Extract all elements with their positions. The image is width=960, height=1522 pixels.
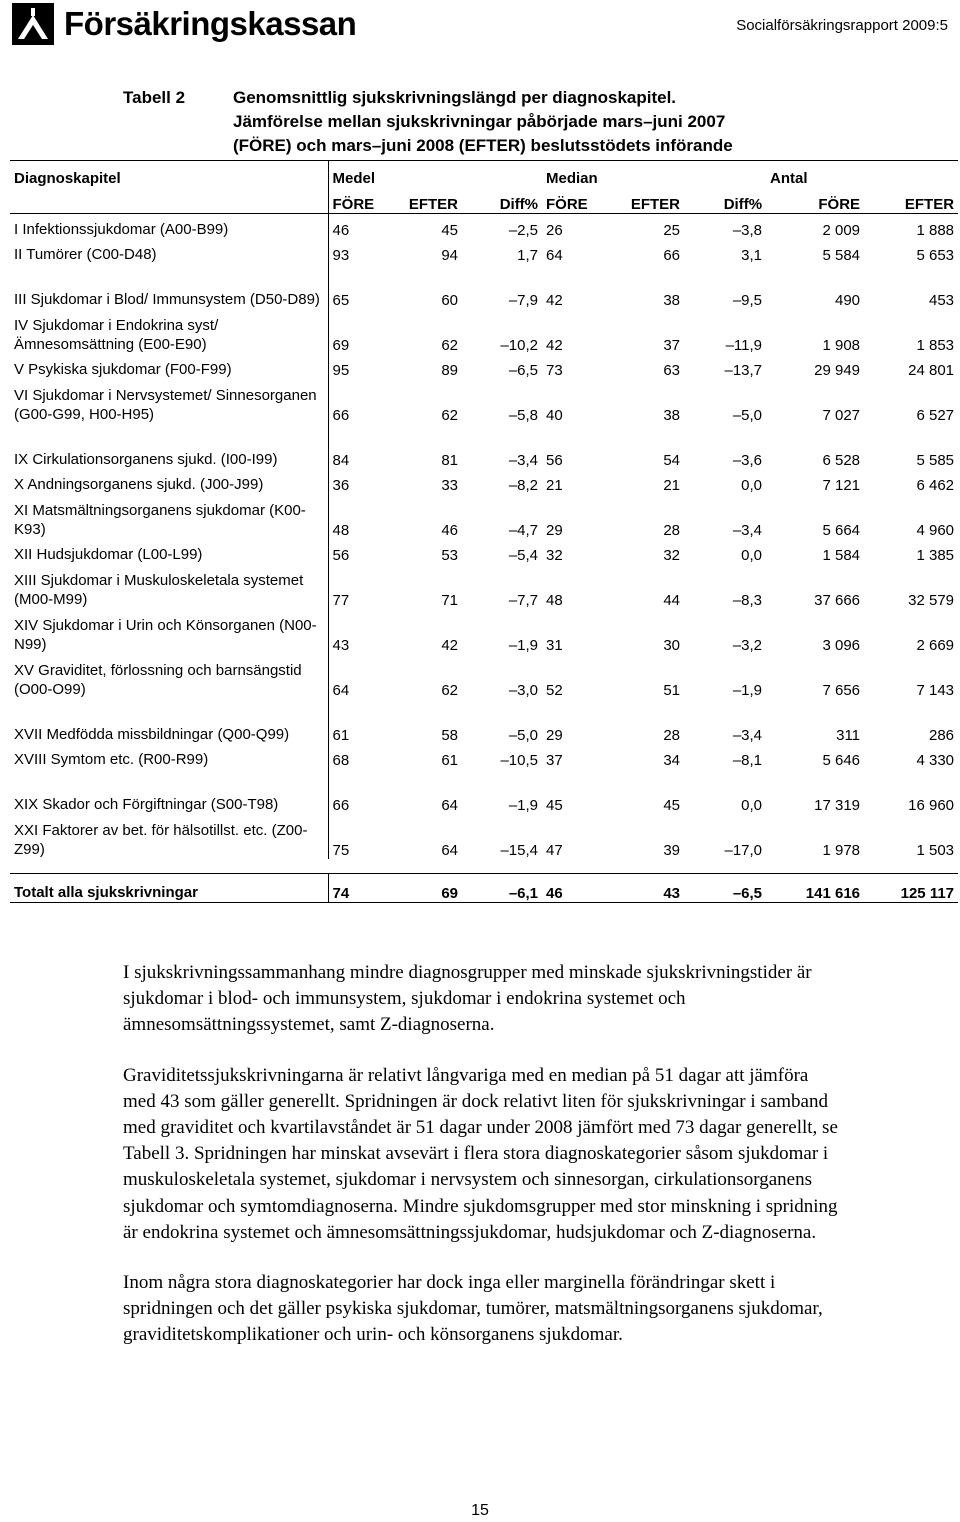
table-cell: –7,9 <box>508 292 539 309</box>
table-row <box>10 264 958 309</box>
table-cell: 25 <box>663 222 681 239</box>
logo-mark-icon <box>12 3 54 45</box>
row-label: XIX Skador och Förgiftningar (S00-T98) <box>14 796 279 813</box>
row-label: VI Sjukdomar i Nervsystemet/ Sinnesorganen (G00-G99, H00-H95) <box>14 387 317 423</box>
table-body <box>10 214 958 903</box>
table-row <box>10 769 958 814</box>
table-title-line: Genomsnittlig sjukskrivningslängd per diagnoskapitel. <box>233 88 677 107</box>
table-cell: 60 <box>441 292 458 309</box>
page-header <box>0 0 960 60</box>
table-cell: 63 <box>663 362 681 379</box>
table-cell: 34 <box>663 752 681 769</box>
table-cell: 4 330 <box>916 752 955 769</box>
logo-text: Försäkringskassan <box>64 5 357 42</box>
table-row <box>10 309 958 354</box>
table-total-row <box>10 874 958 903</box>
table-cell: 33 <box>441 477 458 494</box>
col-header-efter: EFTER <box>630 196 681 213</box>
table-cell: 37 <box>663 337 681 354</box>
col-group-medel: Medel <box>328 161 542 188</box>
table-cell: 1 503 <box>916 842 955 859</box>
table-cell: 46 <box>441 522 458 539</box>
table-cell: 490 <box>835 292 861 309</box>
table-cell: 36 <box>328 469 394 494</box>
table-cell: 26 <box>546 222 563 239</box>
table-cell: 48 <box>328 494 394 539</box>
table-cell: 0,0 <box>741 477 763 494</box>
table-cell: –13,7 <box>724 362 763 379</box>
table-row <box>10 494 958 539</box>
page-number: 15 <box>471 1502 489 1519</box>
table-cell: –10,2 <box>500 337 539 354</box>
data-table <box>10 160 958 903</box>
table-cell: 56 <box>546 452 563 469</box>
table-cell: 17 319 <box>814 797 861 814</box>
table-cell: 64 <box>441 842 458 859</box>
table-cell: 32 <box>546 547 563 564</box>
spacer-cell <box>10 859 958 874</box>
row-label: IV Sjukdomar i Endokrina syst/ Ämnesomsättning (E00-E90) <box>14 317 219 353</box>
row-label: I Infektionssjukdomar (A00-B99) <box>14 221 229 238</box>
table-row <box>10 424 958 469</box>
row-label: XII Hudsjukdomar (L00-L99) <box>14 546 203 563</box>
total-cell: –6,5 <box>684 874 766 903</box>
table-cell: 75 <box>328 814 394 859</box>
table-cell: 7 143 <box>916 682 955 699</box>
table-cell: 5 646 <box>822 752 861 769</box>
table-spacer-row <box>10 859 958 874</box>
table-cell: 31 <box>546 637 563 654</box>
row-label: XIII Sjukdomar i Muskuloskeletala systemet (M00-M99) <box>14 572 304 608</box>
table-cell: 6 462 <box>916 477 955 494</box>
row-label: X Andningsorganens sjukd. (J00-J99) <box>14 476 264 493</box>
table-cell: –17,0 <box>724 842 763 859</box>
table-cell: –4,7 <box>508 522 539 539</box>
logo <box>12 2 356 46</box>
table-cell: –8,2 <box>508 477 539 494</box>
body-text <box>123 960 843 1373</box>
table-cell: 62 <box>441 407 458 424</box>
header-row-sub <box>10 187 958 214</box>
table-cell: –9,5 <box>732 292 763 309</box>
col-header-efter: EFTER <box>408 196 458 213</box>
table-cell: 4 960 <box>916 522 955 539</box>
table-cell: –5,0 <box>732 407 763 424</box>
table-cell: 1 853 <box>916 337 955 354</box>
table-cell: –5,8 <box>508 407 539 424</box>
table-cell: 21 <box>663 477 681 494</box>
table-cell: 42 <box>441 637 458 654</box>
table-cell: 73 <box>546 362 563 379</box>
total-cell: 74 <box>328 874 394 903</box>
row-label: XV Graviditet, förlossning och barnsängstid (O00-O99) <box>14 662 302 698</box>
table-row <box>10 214 958 240</box>
table-cell: 64 <box>441 797 458 814</box>
table-cell: 40 <box>546 407 563 424</box>
col-header-fore: FÖRE <box>328 187 394 214</box>
table-cell: 1 908 <box>822 337 861 354</box>
table-cell: 28 <box>663 727 681 744</box>
table-cell: 62 <box>441 682 458 699</box>
table-cell: 77 <box>328 564 394 609</box>
table-cell: 16 960 <box>908 797 955 814</box>
table-cell: 29 <box>546 522 563 539</box>
table-row <box>10 379 958 424</box>
table-cell: 7 027 <box>822 407 861 424</box>
header-row-groups <box>10 161 958 188</box>
table-cell: 32 <box>663 547 681 564</box>
table-cell: –3,8 <box>732 222 763 239</box>
table-cell: 66 <box>328 769 394 814</box>
col-header-diagnoskapitel: Diagnoskapitel <box>10 161 328 188</box>
table-cell: 66 <box>328 379 394 424</box>
table-cell: 30 <box>663 637 681 654</box>
table-cell: 2 669 <box>916 637 955 654</box>
table-cell: 453 <box>929 292 955 309</box>
table-cell: 29 <box>546 727 563 744</box>
table-cell: –3,4 <box>732 522 763 539</box>
total-label: Totalt alla sjukskrivningar <box>10 874 328 903</box>
col-header-empty <box>10 187 328 214</box>
table-cell: 1,7 <box>517 247 539 264</box>
table-cell: 45 <box>441 222 458 239</box>
table-cell: 0,0 <box>741 797 763 814</box>
table-cell: 39 <box>663 842 681 859</box>
table-cell: –1,9 <box>732 682 763 699</box>
table-cell: –7,7 <box>508 592 539 609</box>
table-title-line: Jämförelse mellan sjukskrivningar påbörjade mars–juni 2007 <box>233 112 726 131</box>
table-cell: –11,9 <box>725 337 763 354</box>
table-cell: 95 <box>328 354 394 379</box>
table-cell: –8,1 <box>732 752 763 769</box>
table-cell: 54 <box>663 452 681 469</box>
row-label: XVIII Symtom etc. (R00-R99) <box>14 751 209 768</box>
table-cell: 42 <box>546 337 563 354</box>
row-label: II Tumörer (C00-D48) <box>14 246 157 263</box>
table-cell: –1,9 <box>508 797 539 814</box>
total-cell: 125 117 <box>864 874 958 903</box>
table-cell: 45 <box>663 797 681 814</box>
table-cell: 66 <box>663 247 681 264</box>
total-cell: 43 <box>608 874 684 903</box>
table-cell: 61 <box>441 752 458 769</box>
table-cell: 21 <box>546 477 563 494</box>
table-row <box>10 239 958 264</box>
table-row <box>10 539 958 564</box>
table-row <box>10 814 958 859</box>
table-cell: –3,0 <box>508 682 539 699</box>
table-cell: 5 585 <box>916 452 955 469</box>
table-cell: 1 385 <box>916 547 955 564</box>
table-cell: 84 <box>328 424 394 469</box>
table-cell: 52 <box>546 682 563 699</box>
table-cell: –10,5 <box>500 752 539 769</box>
table-cell: 58 <box>441 727 458 744</box>
table-row <box>10 654 958 699</box>
table-cell: –6,5 <box>508 362 539 379</box>
table-title <box>233 86 873 158</box>
table-cell: –5,4 <box>508 547 539 564</box>
total-cell: 69 <box>394 874 462 903</box>
col-header-diff: Diff% <box>499 196 539 213</box>
table-title-line: (FÖRE) och mars–juni 2008 (EFTER) beslutsstödets införande <box>233 136 733 155</box>
table-cell: 5 584 <box>822 247 861 264</box>
row-label: IX Cirkulationsorganens sjukd. (I00-I99) <box>14 451 278 468</box>
table-cell: 93 <box>328 239 394 264</box>
table-cell: 38 <box>663 407 681 424</box>
table-cell: –5,0 <box>508 727 539 744</box>
table-cell: 43 <box>328 609 394 654</box>
total-cell: –6,1 <box>462 874 542 903</box>
table-cell: 311 <box>836 727 861 744</box>
table-cell: 42 <box>546 292 563 309</box>
table-row <box>10 609 958 654</box>
table-cell: 3,1 <box>741 247 763 264</box>
row-label: XIV Sjukdomar i Urin och Könsorganen (N00-N99) <box>14 617 317 653</box>
paragraph: I sjukskrivningssammanhang mindre diagnosgrupper med minskade sjukskrivningstider är sjukdomar i blod- och immunsystem, sjukdomar i endokrina systemet och ämnesomsättningssystemet, samt Z-diagnoserna. <box>123 962 812 1036</box>
row-label: III Sjukdomar i Blod/ Immunsystem (D50-D89) <box>14 291 320 308</box>
table-cell: –3,4 <box>732 727 763 744</box>
table-cell: 28 <box>663 522 681 539</box>
table-cell: 5 664 <box>822 522 861 539</box>
total-cell: 46 <box>542 874 608 903</box>
col-header-fore: FÖRE <box>546 196 588 213</box>
table-cell: –3,6 <box>732 452 763 469</box>
table-cell: 1 888 <box>916 222 955 239</box>
table-cell: 2 009 <box>822 222 861 239</box>
report-name: Socialförsäkringsrapport 2009:5 <box>736 17 948 34</box>
table-cell: –15,4 <box>500 842 539 859</box>
table-cell: 48 <box>546 592 563 609</box>
table-cell: 286 <box>929 727 955 744</box>
table-cell: 69 <box>328 309 394 354</box>
total-cell: 141 616 <box>766 874 864 903</box>
table-cell: 0,0 <box>741 547 763 564</box>
table-cell: 45 <box>546 797 563 814</box>
table-cell: 81 <box>441 452 458 469</box>
row-label: XI Matsmältningsorganens sjukdomar (K00-K93) <box>14 502 306 538</box>
col-header-diff: Diff% <box>723 196 763 213</box>
table-cell: 3 096 <box>822 637 861 654</box>
table-cell: 37 <box>546 752 563 769</box>
table-cell: –3,4 <box>508 452 539 469</box>
table-cell: 46 <box>328 214 394 240</box>
table-cell: 37 666 <box>814 592 861 609</box>
table-row <box>10 469 958 494</box>
table-row <box>10 744 958 769</box>
table-cell: 29 949 <box>814 362 861 379</box>
table-cell: 6 527 <box>916 407 955 424</box>
table-cell: 64 <box>546 247 563 264</box>
table-cell: 53 <box>441 547 458 564</box>
table-cell: 61 <box>328 699 394 744</box>
table-cell: 89 <box>441 362 458 379</box>
paragraph: Graviditetssjukskrivningarna är relativt långvariga med en median på 51 dagar att jämföra med 43 som gäller generellt. Spridningen är dock relativt liten för sjukskrivningar i samband med graviditet och kvartilavståndet är 51 dagar under 2008 jämfört med 73 dagar generellt, se Tabell 3. Spridningen har minskat avsevärt i flera stora diagnoskategorier såsom sjukdomar i muskuloskeletala systemet, sjukdomar i nervsystem och sinnesorgan, cirkulationsorganens sjukdomar och symtomdiagnoserna. Mindre sjukdomsgrupper med stor minskning i spridning är endokrina systemet och ämnesomsättningssjukdomar, hudsjukdomar och Z-diagnoserna. <box>123 1064 838 1243</box>
col-header-efter: EFTER <box>904 196 955 213</box>
table-cell: –3,2 <box>732 637 763 654</box>
table-row <box>10 354 958 379</box>
paragraph: Inom några stora diagnoskategorier har dock inga eller marginella förändringar skett i spridningen och det gäller psykiska sjukdomar, tumörer, matsmältningsorganens sjukdomar, graviditetskomplikationer och urin- och könsorganens sjukdomar. <box>123 1272 823 1346</box>
table-row <box>10 564 958 609</box>
col-header-fore: FÖRE <box>818 196 861 213</box>
table-cell: –1,9 <box>508 637 539 654</box>
table-cell: 94 <box>441 247 458 264</box>
table-label: Tabell 2 <box>123 88 186 107</box>
table-cell: 65 <box>328 264 394 309</box>
table-cell: 47 <box>546 842 563 859</box>
table-cell: 71 <box>441 592 458 609</box>
table-cell: 7 656 <box>822 682 861 699</box>
table-cell: 38 <box>663 292 681 309</box>
row-label: V Psykiska sjukdomar (F00-F99) <box>14 361 232 378</box>
col-group-median: Median <box>542 161 766 188</box>
table-cell: –8,3 <box>732 592 763 609</box>
table-cell: 6 528 <box>822 452 861 469</box>
table-cell: 24 801 <box>908 362 955 379</box>
table-cell: 44 <box>663 592 681 609</box>
table-cell: 5 653 <box>916 247 955 264</box>
table-cell: 32 579 <box>908 592 955 609</box>
row-label: XXI Faktorer av bet. för hälsotillst. etc. (Z00-Z99) <box>14 822 308 858</box>
table-cell: 1 978 <box>822 842 861 859</box>
table-cell: –2,5 <box>508 222 539 239</box>
table-row <box>10 699 958 744</box>
table-cell: 51 <box>663 682 681 699</box>
table-cell: 56 <box>328 539 394 564</box>
table-cell: 1 584 <box>822 547 861 564</box>
row-label: XVII Medfödda missbildningar (Q00-Q99) <box>14 726 290 743</box>
table-cell: 62 <box>441 337 458 354</box>
col-group-antal: Antal <box>766 161 958 188</box>
table-cell: 64 <box>328 654 394 699</box>
table-cell: 68 <box>328 744 394 769</box>
table-cell: 7 121 <box>822 477 861 494</box>
